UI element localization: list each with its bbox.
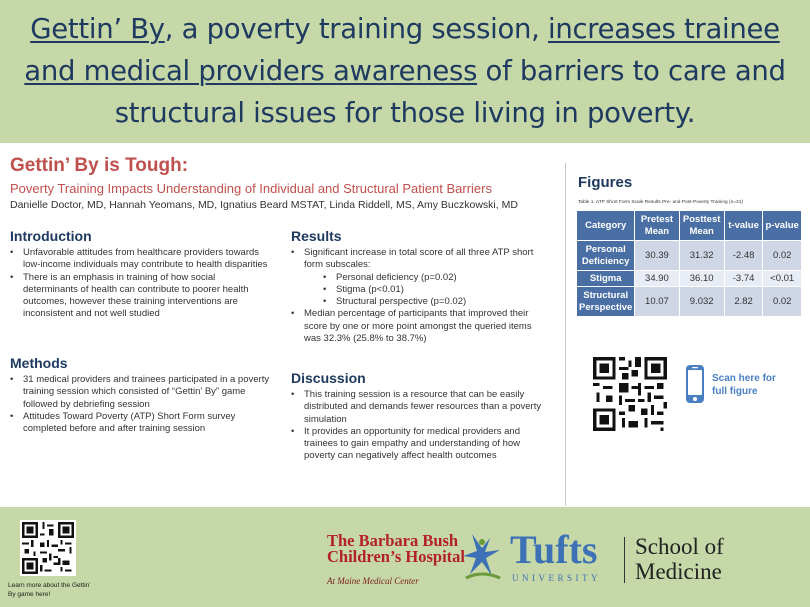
list-item: • Median percentage of participants that improved their score by one or more point amongst the queried items was 32.3% (25.8% to 38.7%) [291, 308, 549, 345]
atp-results-table [576, 210, 802, 317]
title-line-3: structural issues for those living in poverty. [114, 97, 696, 129]
figure-qr-code-icon[interactable] [590, 354, 670, 434]
list-item: • This training session is a resource that can be easily distributed and demands fewer resources than a poverty simulation [291, 389, 549, 426]
tufts-university-text: UNIVERSITY [512, 573, 601, 583]
table-header-row [577, 211, 802, 241]
column-header: t-value [724, 211, 763, 241]
table-cell: 31.32 [679, 241, 724, 271]
logo-divider [624, 537, 625, 583]
title-text-underlined: increases trainee [547, 13, 780, 45]
table-cell: 34.90 [635, 271, 679, 287]
table-cell: <0.01 [763, 271, 802, 287]
table-cell: -2.48 [724, 241, 763, 271]
table-cell: 9.032 [679, 287, 724, 317]
smartphone-icon [685, 364, 705, 409]
table-row [577, 287, 802, 317]
title-banner [0, 0, 810, 143]
poster-title: Gettin’ By is Tough: [10, 155, 189, 176]
title-text: of barriers to care and [477, 55, 786, 87]
title-text: , a poverty training session, [164, 13, 548, 45]
results-list [291, 247, 549, 345]
title-line-1 [0, 8, 810, 50]
list-item: • It provides an opportunity for medical providers and trainees to gain empathy and understanding of how poverty can negatively affect health outcomes [291, 426, 549, 463]
authors: Danielle Doctor, MD, Hannah Yeomans, MD, Ignatius Beard MSTAT, Linda Riddell, MS, Amy Buczkowski, MD [10, 199, 518, 211]
bbch-logo-text [327, 533, 465, 565]
list-item: • 31 medical providers and trainees participated in a poverty training session which consisted of “Gettin’ By” game followed by debriefing session [10, 374, 272, 411]
table-caption: Table 1. ATP Short Form Scale Results Pre- and Post-Poverty Training (n=31) [578, 200, 743, 205]
table-cell: 36.10 [679, 271, 724, 287]
column-header: p-value [763, 211, 802, 241]
table-row [577, 271, 802, 287]
methods-list [10, 374, 272, 435]
discussion-heading: Discussion [291, 370, 366, 386]
table-cell-category: Stigma [577, 271, 635, 287]
table-cell-category: Personal Deficiency [577, 241, 635, 271]
tufts-logo-text: Tufts [510, 527, 598, 572]
scan-instruction: Scan here for full figure [712, 373, 776, 397]
table-row [577, 241, 802, 271]
column-header: Pretest Mean [635, 211, 679, 241]
table-cell: 10.07 [635, 287, 679, 317]
introduction-heading: Introduction [10, 228, 92, 244]
sub-list-item: • Personal deficiency (p=0.02) [291, 272, 549, 284]
list-item: • There is an emphasis in training of how social determinants of health can contribute to poorer health outcomes, however these training interventions are inconsistent and not well studied [10, 272, 272, 321]
game-qr-code-icon[interactable] [20, 520, 76, 576]
table-cell: 0.02 [763, 287, 802, 317]
poster-subtitle: Poverty Training Impacts Understanding of Individual and Structural Patient Barriers [10, 181, 492, 196]
title-line-2 [0, 50, 810, 92]
discussion-list [291, 389, 549, 463]
school-line: Medicine [635, 559, 722, 584]
footer-qr-caption: Learn more about the Gettin’ By game here! [8, 582, 91, 598]
bbch-logo-line: Children’s Hospital [327, 547, 465, 566]
results-heading: Results [291, 228, 342, 244]
title-game-name: Gettin’ By [30, 13, 165, 45]
list-item: • Significant increase in total score of all three ATP short form subscales: [291, 247, 549, 272]
bbch-logo-subtitle: At Maine Medical Center [327, 576, 419, 586]
column-header: Posttest Mean [679, 211, 724, 241]
table-cell: 0.02 [763, 241, 802, 271]
school-of-medicine-text [635, 534, 724, 584]
introduction-list [10, 247, 272, 321]
figures-heading: Figures [578, 174, 633, 191]
star-figure-logo-icon [460, 528, 505, 589]
list-item: • Attitudes Toward Poverty (ATP) Short Form survey completed before and after training session [10, 411, 272, 436]
table-cell: 30.39 [635, 241, 679, 271]
bbch-logo-line: The Barbara Bush [327, 531, 459, 550]
title-text-underlined: and medical providers awareness [24, 55, 478, 87]
table-cell: 2.82 [724, 287, 763, 317]
sub-list-item: • Stigma (p<0.01) [291, 284, 549, 296]
school-line: School of [635, 534, 724, 559]
table-cell-category: Structural Perspective [577, 287, 635, 317]
sub-list-item: • Structural perspective (p=0.02) [291, 296, 549, 308]
column-header: Category [577, 211, 635, 241]
list-item: • Unfavorable attitudes from healthcare providers towards low-income individuals may contribute to health disparities [10, 247, 272, 272]
table-cell: -3.74 [724, 271, 763, 287]
column-divider [565, 163, 566, 506]
methods-heading: Methods [10, 355, 68, 371]
